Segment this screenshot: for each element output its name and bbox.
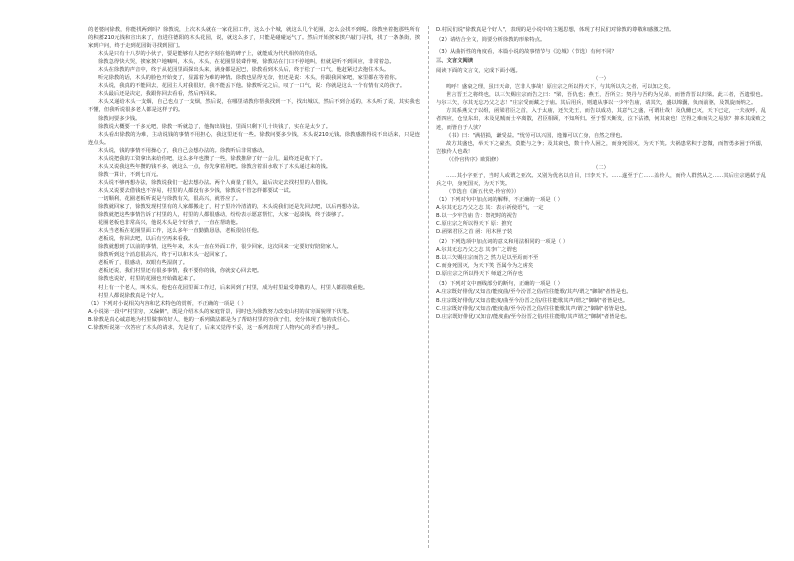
- story-text: [88, 26, 420, 300]
- story-paragraph: 徐教问要多少钱。: [98, 115, 141, 122]
- story-paragraph: 木头是只有十八岁的小伙子，要是能够有人把名字刻在他的碑子上，就能成为代代相传的佳话。: [98, 51, 321, 58]
- answer-option[interactable]: D.庄宗既好俳优/又知音/能度曲/至今汾晋之俗/往往能歌/其声谓之"御制"者皆是也。: [436, 313, 631, 320]
- right-column: [436, 26, 766, 321]
- story-paragraph: 徐教就想到了以前的事情，这些年来，木头一直在外面工作，很少回家，这次回来一定要好好陪陪家人。: [98, 244, 342, 251]
- answer-option[interactable]: C.而身死国灭，为天下笑 吾属今为之虏矣: [436, 263, 534, 270]
- question-stem: （2）下列选项中加点词的意义和用法相同的一项是（ ）: [436, 239, 569, 246]
- passage-paragraph: 《书》曰："满招损，谦受益。"忧劳可以兴国，逸豫可以亡身，自然之理也。: [446, 132, 626, 139]
- answer-option[interactable]: B.以一少牢告庙 告：祭祀时的祝告: [436, 213, 518, 220]
- story-paragraph: 木头当老板在花圈里面工作，这么多年一直勤勤恳恳，老板很信任他。: [98, 228, 263, 235]
- story-paragraph: 的老婆问徐教，你能找两到吗？徐教说，上次木头就在一家花园工作，这么小个城，就这么几个花圈，怎么会找不到呢。徐教坐着抱那些所有的积蓄210元钱和宣出来了，直进往德阳的木头花园，说，就这么多了，只能是碰碰运气了。然后开始挨家挨户敲门寻找，找了一条条街，挨家到户问，终于走到花园街寻找到园门。: [88, 27, 420, 50]
- column-divider: [428, 26, 429, 548]
- story-paragraph: 老板说，你回去吧，以后有空再来看我。: [98, 236, 194, 243]
- answer-option[interactable]: A.庄宗既好俳优/又知音/能度曲/至今汾晋之俗/往往能歌/其声/谓之"御制"者皆是也。: [436, 289, 632, 296]
- passage-paragraph: 故方其盛也，举天下之豪杰，莫能与之争；及其衰也，数十伶人困之，而身死国灭，为天下笑。夫祸患常积于忽微，而智勇多困于所溺，岂独伶人也哉！: [436, 140, 766, 155]
- left-column: [88, 26, 420, 332]
- passage-source: （《伶官传序》欧阳修）: [446, 156, 502, 163]
- story-paragraph: 老板还说，我们村里还有很多事情，我不要你的钱，你就安心回去吧。: [98, 268, 263, 275]
- answer-option[interactable]: C.原庄宗之所以得天下 原：推究: [436, 221, 512, 228]
- story-paragraph: 听完徐教的话，木头的脸色开始变了，显露着为难的神情。徐教也显得无奈，但还是说：木头，你跟我回家吧，家里都在等着你。: [98, 75, 400, 82]
- story-paragraph: 徐教就把这些事情告诉了村里的人，村里的人都很感动，纷纷表示愿意帮忙，大家一起凑钱，终于凑够了。: [98, 212, 347, 219]
- story-paragraph: 木头说，我真的不能回去，花园主人对我很好，我不能丢下他。徐教听完之后，叹了一口气，说：你就是这么一个有情有义的孩子。: [98, 83, 406, 90]
- question-4: [436, 196, 766, 236]
- passage-marker: （二）: [593, 164, 609, 171]
- story-paragraph: 木头最后还是决定，我跟你回去看看，然后再回来。: [98, 91, 220, 98]
- story-paragraph: 徐教听到这个消息很高兴，终于可以和木头一起回家了。: [98, 252, 231, 259]
- story-paragraph: 木头说，钱的事情不用操心了，我自己会想办法的。徐教听后非常感动。: [98, 147, 268, 154]
- story-paragraph: 村上有一个老人，叫木头，他也在花园里面工作过，后来回到了村里，成为村里最受尊敬的人，村里人都很敬重他。: [98, 284, 369, 291]
- answer-option[interactable]: D.村民们说"徐教真是个好人"，表现的是小说中的主题思想，体现了村民们对徐教的尊敬和感激之情。: [436, 27, 675, 33]
- story-paragraph: 徐教也说好，村里的花圈也开始做起来了。: [98, 276, 199, 283]
- question-2: （2）请结合全文，简要分析徐教的形象特点。: [436, 37, 546, 44]
- question-stem: （1）下列对句中加点词的解释，不正确的一项是（ ）: [436, 196, 563, 203]
- answer-option[interactable]: A.小说第一段中"村里穷，又偏僻"，既是介绍木头的家庭背景，同时也为徐教努力改变山村的贫穷面貌埋下伏笔。: [88, 308, 353, 315]
- answer-option[interactable]: B.以三矢赐庄宗而告之 然力足以至焉而不至: [436, 255, 539, 262]
- passage-marker: （一）: [593, 76, 609, 83]
- story-paragraph: 木头看出徐教的为难，主动说钱的事情不用担心，我这里还有一些。徐教问要多少钱，木头说210元钱。徐教感激得说不出话来，只是连连点头。: [88, 131, 420, 146]
- story-paragraph: 木头又说我这些年攒的钱不多，就这么一点，你先拿着用吧。徐教含着泪水收下了木头递过来的钱。: [98, 163, 332, 170]
- answer-option[interactable]: B.徐教是真心诚意地为村里做事的好人，他的一系列做法都是为了帮助村里的穷孩子们，充分体现了他的责任心。: [88, 316, 353, 323]
- question-stem: （1）下列对小说相关内容和艺术特色的赏析，不正确的一项是（ ）: [88, 300, 247, 307]
- story-paragraph: 徐教急得快大哭，挨家挨户地喊叫，木头，木头，在花圈里装聋作哑，徐教站在门口不停地叫，但就是听不到回应，非常着急。: [98, 59, 395, 66]
- story-paragraph: 徐教一算计，不到七百元。: [98, 171, 162, 178]
- answer-option[interactable]: D.函梁君臣之首 函：用木匣子装: [436, 229, 513, 236]
- answer-option[interactable]: D.原庄宗之所以得天下 师道之所存也: [436, 271, 523, 278]
- story-paragraph: 木头又递给木头一支烟，自己也点了一支烟，然后说，在哪里请教你帮我找到一下，找出城以，然后不到合适的，木头听了说，其实我也不懂，但我听说很多老人都是这样子的。: [88, 99, 420, 114]
- answer-option[interactable]: A.尔其无忘乃父之志 其李广之谓也: [436, 247, 518, 254]
- section-heading: 三、文言文阅读: [436, 58, 474, 65]
- story-paragraph: 木头又说要去借钱也不容易，村里的人都没有多少钱，徐教说不管怎样都要试一试。: [98, 187, 294, 194]
- story-paragraph: 一切顺利，花圈老板听说是与徐教有关，很高兴，就答应了。: [98, 195, 242, 202]
- story-paragraph: 花圈老板也非常高兴，他说木头是个好孩子，一直在帮助他。: [98, 220, 242, 227]
- passage-source: （节选自《新五代史·伶官传》）: [446, 188, 520, 195]
- answer-option[interactable]: C.庄宗既好俳优/又知音/能度曲/至今汾晋之俗/往往能歌其声/谓之"御制"者皆是也。: [436, 305, 630, 312]
- question-5: [436, 238, 766, 278]
- answer-option[interactable]: B.庄宗既好俳优/又知音能度/曲至今汾晋之俗/往往能歌其声/谓之"御制"者皆是也。: [436, 297, 629, 304]
- passage-paragraph: 世言晋王之将终也，以三矢赐庄宗而告之曰："梁，吾仇也；燕王，吾所立；契丹与吾约为兄弟，而皆背晋以归梁。此三者，吾遗恨也。与尔三矢，尔其无忘乃父之志！"庄宗受而藏之于庙。其后用兵，则遣从事以一少牢告庙，请其矢，盛以锦囊，负而前驱，及凯旋而纳之。: [436, 92, 766, 107]
- question-1: [88, 300, 420, 332]
- story-paragraph: 徐教就回家了，徐教发现村里有的人家都搬走了，村子里冷冷清清的，木头说我们还是先回去吧，以后再想办法。: [98, 204, 363, 211]
- passage-paragraph: 鸣呼！盛衰之理，虽曰天命，岂非人事哉！原庄宗之所以得天下，与其所以失之者，可以知之矣。: [446, 84, 674, 91]
- reading-intro: 阅读下面的文言文，完成下面小题。: [436, 68, 521, 75]
- passage-paragraph: 方其系燕父子以组，函梁君臣之首，入于太庙，还矢先王，而告以成功，其意气之盛，可谓壮哉！及仇雠已灭，天下已定，一夫夜呼，乱者四应，仓皇东出，未及见贼而士卒离散，君臣相顾，不知所归。至于誓天断发，泣下沾襟，何其衰也！岂得之难而失之易欤？抑本其成败之迹，而皆自于人欤？: [436, 108, 766, 131]
- story-paragraph: 木头说不够再想办法，徐教说我们一起去想办法。两个人商量了很久，最后决定去找村里的人借钱。: [98, 179, 332, 186]
- answer-option[interactable]: A.尔其无忘乃父之志 其：表示祈使语气，一定: [436, 204, 544, 211]
- answer-option[interactable]: C.徐教听说第一次答应了木头的请求，先是有了，后来又觉得不妥，这一系列表现了人物内心的矛盾与挣扎。: [88, 324, 343, 331]
- passage-paragraph: ……其小字亚子，当时人或谓之亚次。又别为优名以自目，曰李天下。……遂至于亡……盖伶人，而伶人群然从之……其后庄宗遇弑于乱兵之中，身死国灭，为天下笑。: [436, 172, 766, 187]
- story-paragraph: 木头说把我的工资拿出来给你吧，这么多年也攒了一些，徐教推辞了好一会儿，最终还是收下了。: [98, 155, 326, 162]
- story-paragraph: 老板听了，很感动，双眼有些湿润了。: [98, 260, 189, 267]
- question-stem: （3）下列对文中画线部分的断句，正确的一项是（ ）: [436, 281, 563, 288]
- story-paragraph: 徐教说大概要一千多元吧，徐教一听就急了，他掏出钱包，里面只剩下几十块钱了，实在是太少了。: [98, 123, 332, 130]
- question-6: [436, 280, 766, 320]
- story-paragraph: 木头在徐教的声音中，终于从花园里面探出头来，满身都是泥巴，徐教看到木头后，终于松了一口气，他赶紧过去抱住木头。: [98, 67, 390, 74]
- question-3: （3）从曲折性的角度看，本篇小说的故事情节与《边城》（节选）有何不同？: [436, 49, 617, 56]
- story-paragraph: 村里人都说徐教真是个好人。: [98, 292, 167, 299]
